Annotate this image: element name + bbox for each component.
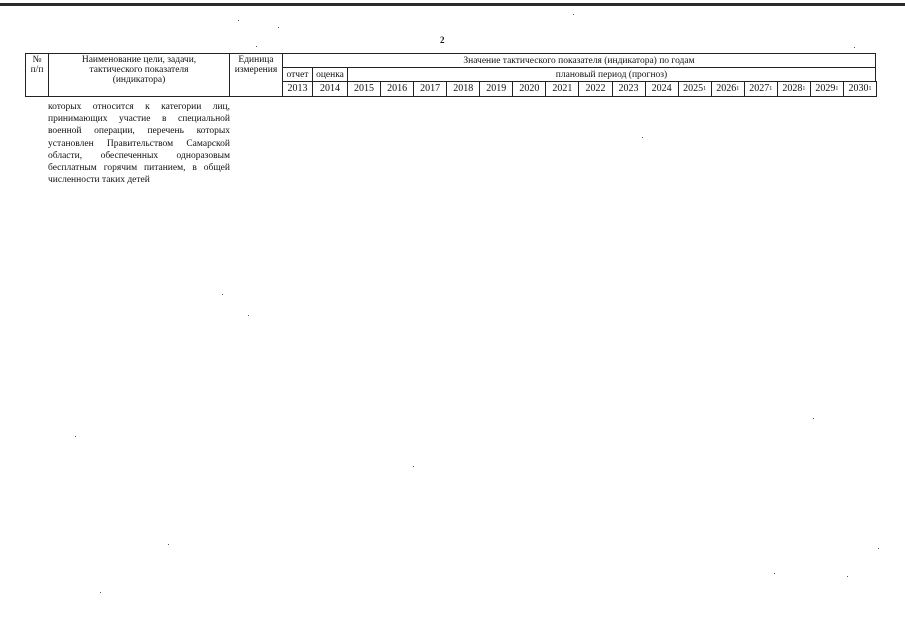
- year-label: 2028: [782, 83, 803, 94]
- column-unit-line2: измерения: [234, 65, 278, 75]
- scan-speck: [168, 544, 169, 545]
- scan-speck: [854, 47, 855, 48]
- scan-speck: [75, 436, 76, 437]
- report-label: отчет: [282, 67, 313, 82]
- year-label: 2027: [749, 83, 770, 94]
- planned-period-label: плановый период (прогноз): [347, 67, 876, 82]
- continuation-line: численности таких детей: [48, 175, 150, 186]
- year-label: 2020: [519, 83, 540, 94]
- continuation-line: бесплатным горячим питанием, в общей: [48, 163, 230, 174]
- year-cell: [479, 81, 513, 97]
- scan-speck: [100, 592, 101, 593]
- year-cell: [380, 81, 414, 97]
- year-label: 2025: [683, 83, 704, 94]
- year-cell: [446, 81, 480, 97]
- year-label: 2021: [552, 83, 573, 94]
- continuation-line: установлен Правительством Самарской: [48, 138, 230, 149]
- year-cell: 2026 1: [711, 81, 745, 97]
- year-label: 2017: [420, 83, 441, 94]
- year-cell: [347, 81, 381, 97]
- year-cell: [645, 81, 679, 97]
- scan-speck: [256, 46, 257, 47]
- year-cell: 2030 1: [843, 81, 877, 97]
- continuation-line: военной операции, перечень которых: [48, 126, 230, 137]
- continuation-line: области, обеспеченных одноразовым: [48, 150, 230, 161]
- column-unit-line1: Единица: [238, 55, 274, 65]
- year-label: 2019: [486, 83, 507, 94]
- indicator-name-continuation: [48, 101, 230, 186]
- year-label: 2030: [848, 83, 869, 94]
- year-label: 2018: [453, 83, 474, 94]
- continuation-line: принимающих участие в специальной: [48, 114, 230, 125]
- year-cell: [413, 81, 447, 97]
- year-cell: [612, 81, 646, 97]
- year-label: 2022: [585, 83, 606, 94]
- year-cell: 2027 1: [744, 81, 778, 97]
- year-cell: 2028 1: [777, 81, 811, 97]
- values-by-year-header: Значение тактического показателя (индикатора) по годам: [282, 53, 876, 68]
- year-label: 2016: [387, 83, 408, 94]
- scan-speck: [642, 137, 643, 138]
- scan-speck: [222, 294, 223, 295]
- scan-speck: [248, 315, 249, 316]
- scan-speck: [413, 466, 414, 467]
- column-name-line3: (индикатора): [112, 75, 166, 85]
- column-unit-header: [229, 53, 283, 97]
- column-number-line2: п/п: [30, 65, 44, 75]
- year-label: 2023: [618, 83, 639, 94]
- page-number: 2: [440, 35, 445, 45]
- column-number-line1: №: [32, 55, 42, 65]
- top-border-line: [0, 3, 905, 6]
- year-label: 2015: [354, 83, 375, 94]
- scan-speck: [878, 548, 879, 549]
- column-name-line2: тактического показателя: [89, 65, 189, 75]
- scan-speck: [278, 27, 279, 28]
- indicator-table-header: [25, 53, 876, 97]
- continuation-line: которых относится к категории лиц,: [48, 102, 230, 112]
- year-cell: 2029 1: [810, 81, 844, 97]
- year-cell: [545, 81, 579, 97]
- column-name-header: [48, 53, 230, 97]
- estimate-label: оценка: [312, 67, 348, 82]
- year-2013-cell: 2013: [282, 81, 313, 97]
- year-cell: 2025 1: [678, 81, 712, 97]
- scan-speck: [813, 418, 814, 419]
- scan-speck: [238, 20, 239, 21]
- scan-speck: [847, 576, 848, 577]
- scan-speck: [774, 573, 775, 574]
- year-label: 2029: [815, 83, 836, 94]
- year-2014-cell: 2014: [312, 81, 348, 97]
- year-cell: [578, 81, 612, 97]
- column-number-header: [25, 53, 49, 97]
- year-label: 2026: [716, 83, 737, 94]
- scan-speck: [573, 14, 574, 15]
- year-label: 2024: [651, 83, 672, 94]
- column-name-line1: Наименование цели, задачи,: [81, 55, 197, 65]
- year-cell: [512, 81, 546, 97]
